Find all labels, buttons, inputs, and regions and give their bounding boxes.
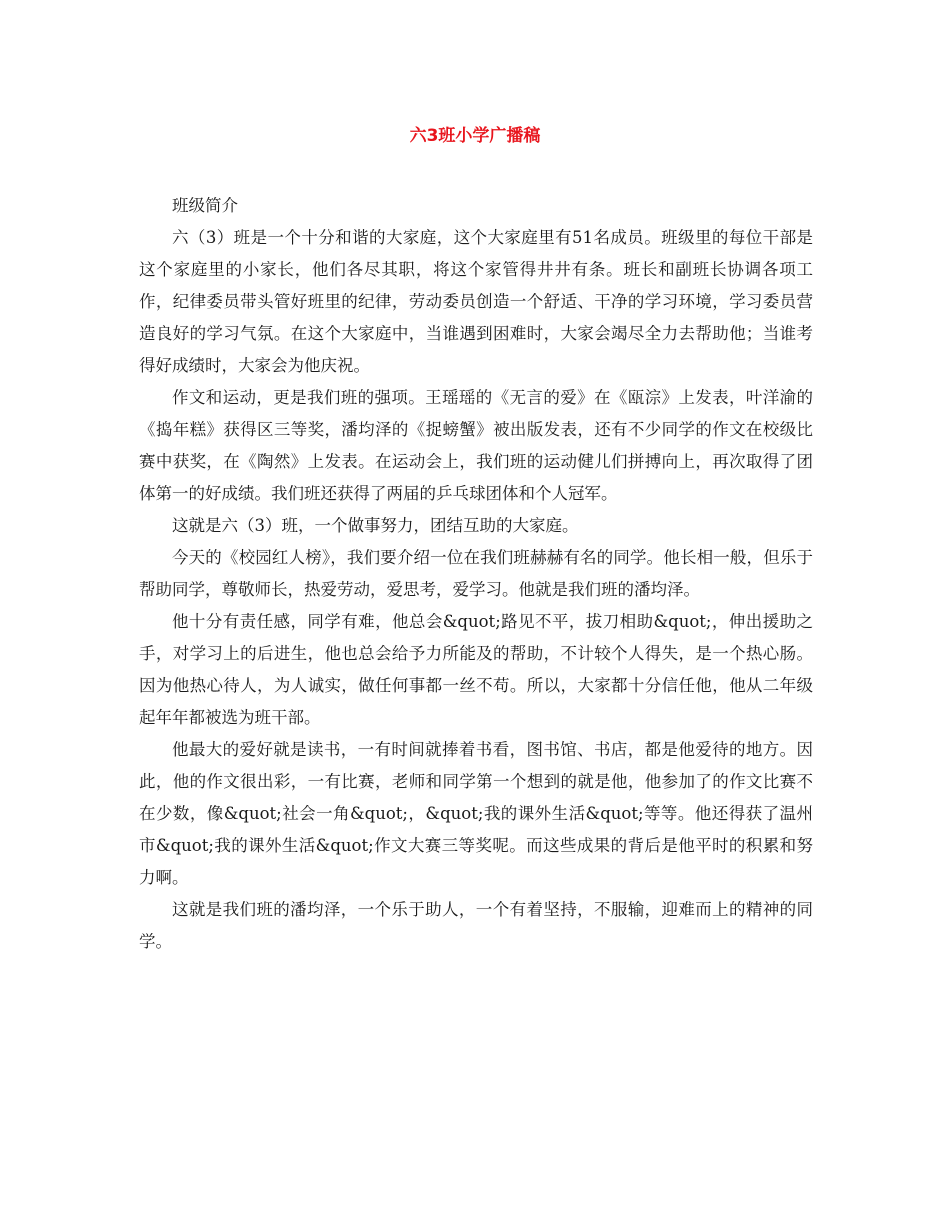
paragraph-strengths: 作文和运动，更是我们班的强项。王瑶瑶的《无言的爱》在《瓯淙》上发表，叶洋渝的《捣年糕》获得区三等奖，潘均泽的《捉螃蟹》被出版发表，还有不少同学的作文在校级比赛中获奖，在《陶然》上发表。在运动会上，我们班的运动健儿们拼搏向上，再次取得了团体第一的好成绩。我们班还获得了两届的乒乓球团体和个人冠军。 <box>139 388 813 503</box>
section-heading: 班级简介 <box>172 196 238 215</box>
paragraph-closing: 这就是我们班的潘均泽，一个乐于助人，一个有着坚持，不服输，迎难而上的精神的同学。 <box>139 900 813 951</box>
paragraph-summary: 这就是六（3）班，一个做事努力，团结互助的大家庭。 <box>172 516 579 535</box>
paragraph-reading: 他最大的爱好就是读书，一有时间就捧着书看，图书馆、书店，都是他爱待的地方。因此，他的作文很出彩，一有比赛，老师和同学第一个想到的就是他，他参加了的作文比赛不在少数，像&quot;社会一角&quot;，&quot;我的课外生活&quot;等等。他还得获了温州市&quot;我的课外生活&quot;作文大赛三等奖呢。而这些成果的背后是他平时的积累和努力啊。 <box>139 740 813 887</box>
paragraph-red-list-intro: 今天的《校园红人榜》，我们要介绍一位在我们班赫赫有名的同学。他长相一般，但乐于帮助同学，尊敬师长，热爱劳动，爱思考，爱学习。他就是我们班的潘均泽。 <box>139 548 813 599</box>
document-body <box>139 190 813 958</box>
paragraph-class-intro: 六（3）班是一个十分和谐的大家庭，这个大家庭里有51名成员。班级里的每位干部是这个家庭里的小家长，他们各尽其职，将这个家管得井井有条。班长和副班长协调各项工作，纪律委员带头管好班里的纪律，劳动委员创造一个舒适、干净的学习环境，学习委员营造良好的学习气氛。在这个大家庭中，当谁遇到困难时，大家会竭尽全力去帮助他；当谁考得好成绩时，大家会为他庆祝。 <box>139 228 813 375</box>
document-title: 六3班小学广播稿 <box>409 126 541 146</box>
paragraph-responsibility: 他十分有责任感，同学有难，他总会&quot;路见不平，拔刀相助&quot;，伸出援助之手，对学习上的后进生，他也总会给予力所能及的帮助，不计较个人得失，是一个热心肠。因为他热心待人，为人诚实，做任何事都一丝不苟。所以，大家都十分信任他，他从二年级起年年都被选为班干部。 <box>139 612 813 727</box>
